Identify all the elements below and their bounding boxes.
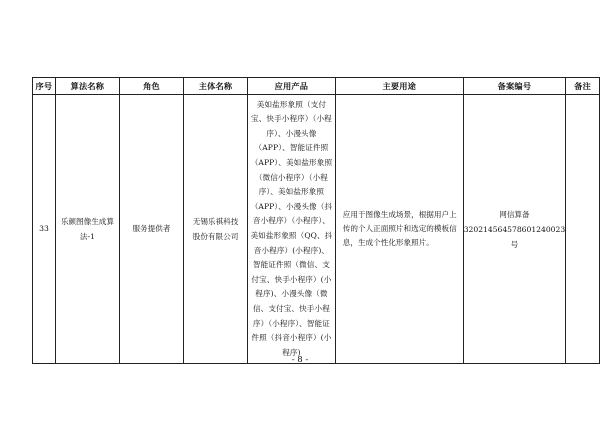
entity-name-text: 无锡乐祺科技股份有限公司 [192,217,239,241]
header-entity-name: 主体名称 [183,78,247,95]
cell-entity-name [183,95,247,364]
filing-number-text: 网信算备320214564578601240023号 [463,209,566,249]
cell-filing-number [463,95,565,364]
header-role: 角色 [119,78,183,95]
header-application-product: 应用产品 [248,78,336,95]
algorithm-name-text: 乐颜图像生成算法-1 [60,217,114,241]
table-header-row [33,78,600,95]
table-row [33,95,600,364]
cell-algorithm-name [55,95,119,364]
header-remarks: 备注 [566,78,600,95]
cell-role: 服务提供者 [119,95,183,364]
cell-application-products [248,95,336,364]
cell-remarks [566,95,600,364]
header-filing-number: 备案编号 [463,78,565,95]
cell-main-use [335,95,463,364]
algorithm-registry-table [32,77,600,364]
header-algorithm-name: 算法名称 [55,78,119,95]
header-main-use: 主要用途 [335,78,463,95]
main-use-text: 应用于图像生成场景，根据用户上传的个人正面照片和选定的模板信息，生成个性化形象照片。 [342,210,457,247]
application-products-text: 美如盐形象照（支付宝、快手小程序）（小程序）、小漫头像（APP）、智能证件照（APP）、美如盐形象照（微信小程序）（小程序）、美如盐形象照（APP）、小漫头像（抖音小程序）（小程序）、美如盐形象照（QQ、抖音小程序）(小程序)、智能证件照（微信、支付宝、快手小程序）(小程序)、小漫头像（微信、支付宝、快手小程序）（小程序）、智能证件照（抖音小程序）(小程序) [250,99,333,357]
header-number: 序号 [33,78,56,95]
page-number: - 8 - [291,355,309,365]
cell-number: 33 [33,95,56,364]
